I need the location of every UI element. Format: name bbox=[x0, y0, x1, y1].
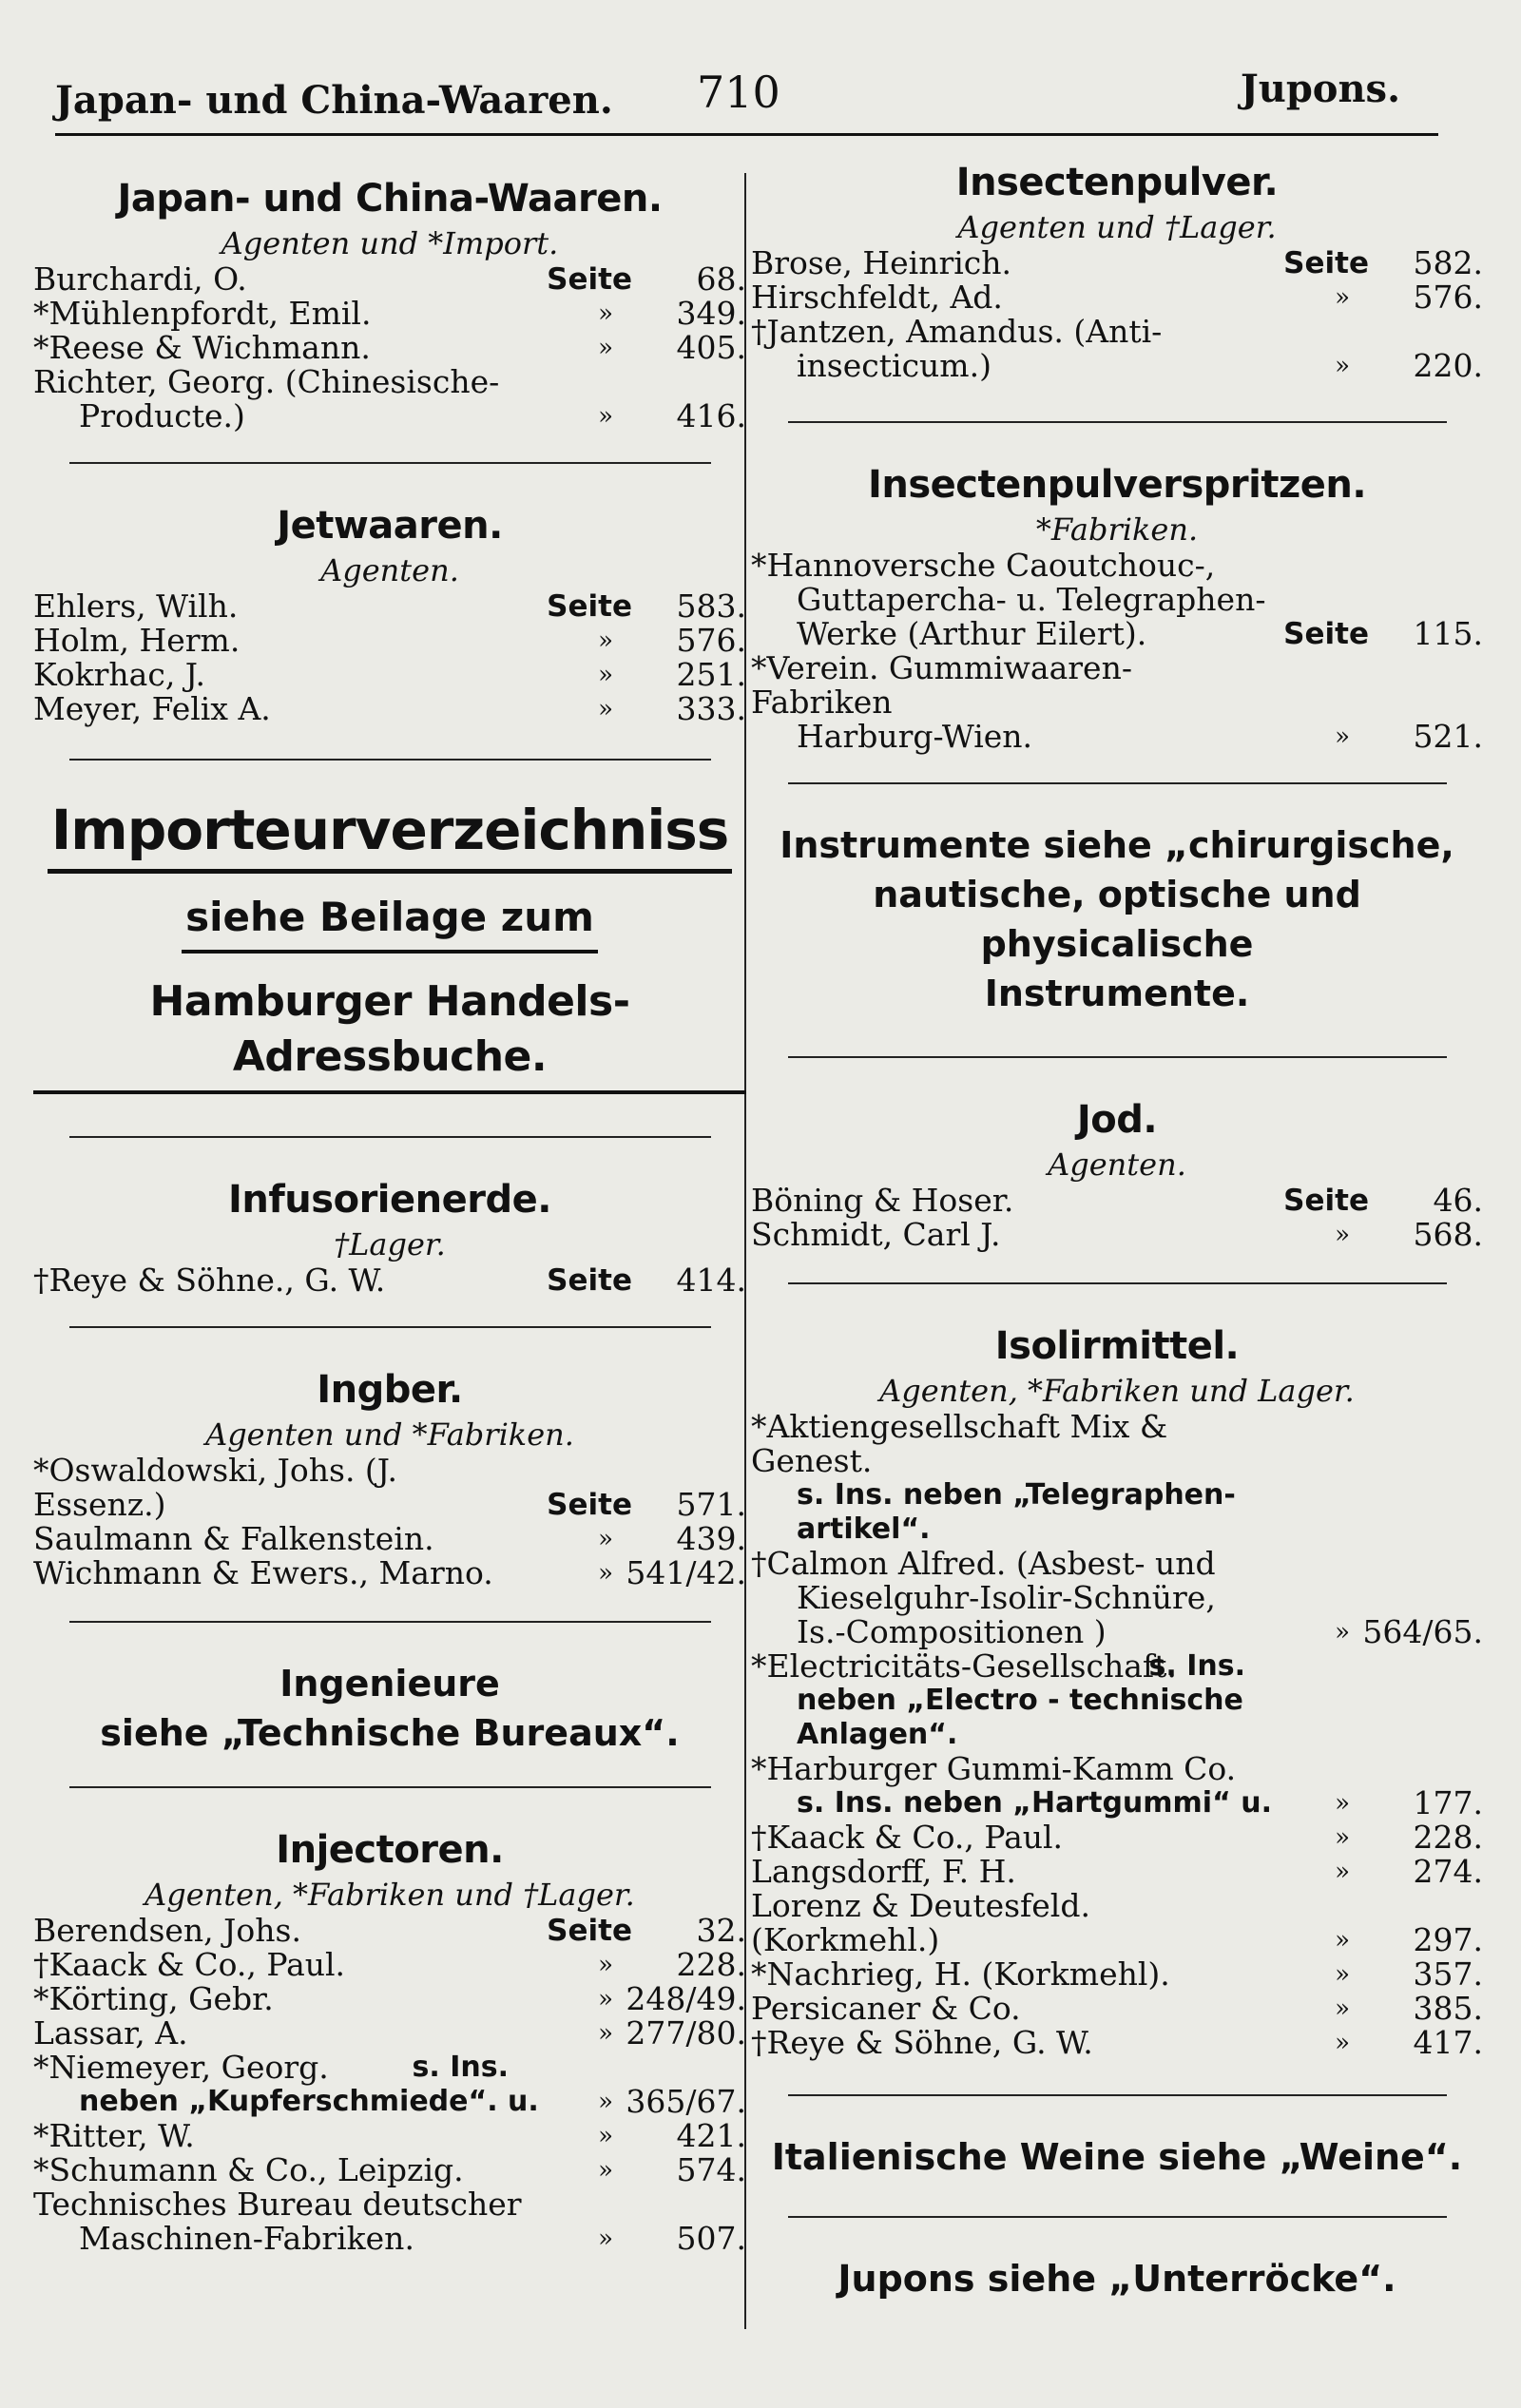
ditto-mark: » bbox=[1335, 2029, 1350, 2057]
entry-name: Wichmann & Ewers., Marno. bbox=[33, 1554, 493, 1591]
directory-entry bbox=[33, 297, 746, 331]
divider bbox=[788, 1056, 1447, 1058]
directory-entry bbox=[751, 1410, 1483, 1547]
divider bbox=[788, 1282, 1447, 1284]
seite-label: Seite bbox=[547, 589, 632, 624]
advert-line-3: Hamburger Handels-Adressbuche. bbox=[33, 974, 746, 1094]
section-title: Jetwaaren. bbox=[277, 504, 503, 548]
divider bbox=[788, 782, 1447, 784]
directory-entry bbox=[751, 246, 1483, 280]
ditto-mark: » bbox=[1335, 1221, 1350, 1249]
directory-entry bbox=[751, 315, 1483, 383]
entry-continuation: Kieselguhr-Isolir-Schnüre, bbox=[797, 1579, 1216, 1616]
page-reference: 582. bbox=[1413, 244, 1483, 281]
ditto-mark: » bbox=[598, 334, 613, 362]
entry-continuation: Guttapercha- u. Telegraphen- bbox=[797, 581, 1266, 618]
ditto-mark: » bbox=[1335, 1960, 1350, 1989]
entry-name: *Niemeyer, Georg. bbox=[33, 2049, 329, 2086]
entry-insert-ref: s. Ins. bbox=[1148, 1649, 1245, 1683]
entry-name: †Jantzen, Amandus. (Anti- bbox=[751, 313, 1163, 350]
directory-entry bbox=[33, 2187, 746, 2256]
page-reference: 228. bbox=[676, 1946, 746, 1983]
entry-name: *Körting, Gebr. bbox=[33, 1980, 274, 2017]
left-column bbox=[33, 152, 746, 2256]
section-title: Ingber. bbox=[317, 1368, 463, 1412]
seite-label: Seite bbox=[1283, 246, 1369, 280]
entry-name: *Reese & Wichmann. bbox=[33, 329, 371, 366]
directory-entry bbox=[751, 1184, 1483, 1218]
entry-name: Meyer, Felix A. bbox=[33, 690, 271, 727]
entry-insert-note: s. Ins. neben „Hartgummi“ u. bbox=[797, 1786, 1272, 1820]
entry-name: Böning & Hoser. bbox=[751, 1182, 1014, 1219]
entry-name: Berendsen, Johs. bbox=[33, 1912, 301, 1949]
entry-insert-note: neben „Kupferschmiede“. u. bbox=[79, 2085, 539, 2118]
ditto-mark: » bbox=[598, 299, 613, 328]
page-reference: 416. bbox=[676, 397, 746, 434]
page-reference: 541/42. bbox=[626, 1554, 746, 1591]
section-subtitle: *Fabriken. bbox=[1035, 511, 1199, 548]
page-reference: 417. bbox=[1413, 2024, 1483, 2061]
weine-notice: Italienische Weine siehe „Weine“. bbox=[771, 2136, 1463, 2178]
seite-label: Seite bbox=[1283, 1184, 1369, 1218]
divider bbox=[69, 1326, 711, 1328]
directory-entry bbox=[33, 1982, 746, 2016]
section-subtitle: Agenten und *Fabriken. bbox=[205, 1416, 574, 1453]
divider bbox=[69, 1621, 711, 1623]
instrumente-notice bbox=[751, 820, 1483, 1018]
entry-continuation: Producte.) bbox=[79, 397, 245, 434]
page-reference: 349. bbox=[676, 295, 746, 332]
directory-entry bbox=[751, 280, 1483, 315]
notice-line-2: siehe „Technische Bureaux“. bbox=[100, 1712, 680, 1754]
running-header bbox=[55, 67, 1438, 136]
page-number: 710 bbox=[697, 67, 780, 118]
ditto-mark: » bbox=[598, 661, 613, 689]
section-subtitle: Agenten und *Import. bbox=[221, 225, 559, 261]
ditto-mark: » bbox=[1335, 1994, 1350, 2023]
header-right-title: Jupons. bbox=[1240, 67, 1400, 111]
section-subtitle: †Lager. bbox=[334, 1226, 446, 1262]
entry-name: Ehlers, Wilh. bbox=[33, 588, 239, 625]
directory-entry bbox=[33, 2051, 746, 2119]
entry-name: Persicaner & Co. bbox=[751, 1990, 1021, 2027]
page-reference: 32. bbox=[696, 1912, 746, 1949]
page-reference: 385. bbox=[1413, 1990, 1483, 2027]
directory-entry bbox=[751, 1889, 1483, 1957]
page-reference: 365/67. bbox=[626, 2083, 746, 2120]
page-reference: 251. bbox=[676, 656, 746, 693]
page-reference: 297. bbox=[1413, 1921, 1483, 1958]
entry-name: *Aktiengesellschaft Mix & Genest. bbox=[751, 1408, 1168, 1479]
section-isolirmittel bbox=[751, 1320, 1483, 2060]
entry-name: *Nachrieg, H. (Korkmehl). bbox=[751, 1955, 1170, 1993]
page-reference: 574. bbox=[676, 2151, 746, 2188]
page-reference: 507. bbox=[676, 2220, 746, 2257]
section-title: Japan- und China-Waaren. bbox=[117, 177, 663, 221]
directory-entry bbox=[751, 1855, 1483, 1889]
page-reference: 274. bbox=[1413, 1853, 1483, 1890]
entry-insert-ref: s. Ins. bbox=[412, 2051, 509, 2084]
entry-name: Technisches Bureau deutscher bbox=[33, 2186, 522, 2223]
directory-entry bbox=[751, 1957, 1483, 1992]
page-reference: 46. bbox=[1433, 1182, 1483, 1219]
page-reference: 115. bbox=[1413, 615, 1483, 652]
section-subtitle: Agenten. bbox=[320, 552, 459, 588]
section-injectoren bbox=[33, 1824, 746, 2256]
section-infusorienerde bbox=[33, 1174, 746, 1298]
header-left-title: Japan- und China-Waaren. bbox=[55, 78, 613, 123]
directory-entry bbox=[751, 1218, 1483, 1252]
entry-name: *Mühlenpfordt, Emil. bbox=[33, 295, 372, 332]
entry-name: †Reye & Söhne., G. W. bbox=[33, 1262, 386, 1299]
ditto-mark: » bbox=[1335, 1823, 1350, 1852]
divider bbox=[69, 759, 711, 761]
section-title: Injectoren. bbox=[276, 1828, 504, 1872]
directory-entry bbox=[33, 1948, 746, 1982]
importeur-advert bbox=[33, 797, 746, 1094]
entry-name: Brose, Heinrich. bbox=[751, 244, 1012, 281]
entry-continuation: Werke (Arthur Eilert). bbox=[797, 615, 1147, 652]
directory-entry bbox=[751, 651, 1483, 754]
directory-entry bbox=[33, 589, 746, 624]
directory-entry bbox=[33, 1556, 746, 1590]
directory-entry bbox=[751, 1992, 1483, 2026]
page-reference: 576. bbox=[676, 622, 746, 659]
directory-entry bbox=[33, 331, 746, 365]
seite-label: Seite bbox=[1283, 617, 1369, 651]
divider bbox=[788, 2094, 1447, 2096]
ditto-mark: » bbox=[1335, 1789, 1350, 1818]
entry-name: Langsdorff, F. H. bbox=[751, 1853, 1016, 1890]
page-reference: 228. bbox=[1413, 1819, 1483, 1856]
page-reference: 421. bbox=[676, 2117, 746, 2154]
right-column bbox=[751, 152, 1483, 2303]
section-japan-china bbox=[33, 173, 746, 433]
entry-name: Kokrhac, J. bbox=[33, 656, 205, 693]
directory-entry bbox=[751, 2026, 1483, 2060]
section-jod bbox=[751, 1094, 1483, 1252]
page-reference: 564/65. bbox=[1362, 1613, 1483, 1650]
page-reference: 248/49. bbox=[626, 1980, 746, 2017]
page-reference: 576. bbox=[1413, 279, 1483, 316]
entry-name: *Ritter, W. bbox=[33, 2117, 195, 2154]
entry-name: *Oswaldowski, Johs. (J. Essenz.) bbox=[33, 1452, 397, 1523]
ditto-mark: » bbox=[598, 2088, 613, 2116]
divider bbox=[69, 462, 711, 464]
ditto-mark: » bbox=[1335, 1618, 1350, 1647]
advert-line-1: Importeurverzeichniss bbox=[48, 797, 733, 874]
section-title: Infusorienerde. bbox=[228, 1178, 551, 1222]
ditto-mark: » bbox=[1335, 1926, 1350, 1955]
page-reference: 333. bbox=[676, 690, 746, 727]
entry-name: *Verein. Gummiwaaren-Fabriken bbox=[751, 649, 1132, 721]
entry-name: †Calmon Alfred. (Asbest- und bbox=[751, 1545, 1216, 1582]
ditto-mark: » bbox=[598, 2122, 613, 2150]
entry-insert-note: Anlagen“. bbox=[797, 1718, 958, 1751]
ditto-mark: » bbox=[598, 1951, 613, 1979]
page-reference: 583. bbox=[676, 588, 746, 625]
seite-label: Seite bbox=[547, 1263, 632, 1298]
divider bbox=[69, 1136, 711, 1138]
directory-entry bbox=[33, 658, 746, 692]
notice-line-2: nautische, optische und physicalische bbox=[873, 874, 1361, 965]
page-reference: 220. bbox=[1413, 347, 1483, 384]
directory-entry bbox=[33, 2153, 746, 2187]
divider bbox=[69, 1786, 711, 1788]
page-reference: 357. bbox=[1413, 1955, 1483, 1993]
directory-entry bbox=[33, 262, 746, 297]
page-reference: 521. bbox=[1413, 718, 1483, 755]
entry-name: Holm, Herm. bbox=[33, 622, 241, 659]
page-reference: 405. bbox=[676, 329, 746, 366]
directory-entry bbox=[33, 1914, 746, 1948]
directory-entry bbox=[751, 1547, 1483, 1649]
page-reference: 414. bbox=[676, 1262, 746, 1299]
entry-continuation: Is.-Compositionen ) bbox=[797, 1613, 1107, 1650]
entry-name: Burchardi, O. bbox=[33, 260, 247, 298]
entry-insert-note: s. Ins. neben „Telegraphen- bbox=[797, 1478, 1236, 1512]
directory-entry bbox=[33, 624, 746, 658]
divider bbox=[788, 2216, 1447, 2218]
page-reference: 68. bbox=[696, 260, 746, 298]
section-title: Insectenpulverspritzen. bbox=[867, 463, 1367, 507]
ingenieure-notice bbox=[33, 1659, 746, 1758]
entry-name: †Reye & Söhne, G. W. bbox=[751, 2024, 1093, 2061]
section-title: Isolirmittel. bbox=[994, 1324, 1240, 1368]
entry-continuation: Maschinen-Fabriken. bbox=[79, 2220, 414, 2257]
page-reference: 439. bbox=[676, 1520, 746, 1557]
ditto-mark: » bbox=[598, 1525, 613, 1553]
entry-name: Schmidt, Carl J. bbox=[751, 1216, 1001, 1253]
ditto-mark: » bbox=[1335, 722, 1350, 751]
seite-label: Seite bbox=[547, 1914, 632, 1948]
directory-entry bbox=[33, 2016, 746, 2051]
directory-entry bbox=[33, 1263, 746, 1298]
section-title: Jod. bbox=[1076, 1098, 1158, 1142]
notice-line-3: Instrumente. bbox=[984, 973, 1250, 1014]
entry-name: *Electricitäts-Gesellschaft. bbox=[751, 1647, 1177, 1685]
divider bbox=[788, 421, 1447, 423]
ditto-mark: » bbox=[598, 402, 613, 431]
advert-line-2: siehe Beilage zum bbox=[182, 891, 598, 954]
entry-name: Lorenz & Deutesfeld. (Korkmehl.) bbox=[751, 1887, 1090, 1958]
ditto-mark: » bbox=[598, 2019, 613, 2048]
entry-name: Richter, Georg. (Chinesische- bbox=[33, 363, 500, 400]
section-subtitle: Agenten. bbox=[1048, 1146, 1186, 1183]
entry-name: Saulmann & Falkenstein. bbox=[33, 1520, 434, 1557]
ditto-mark: » bbox=[598, 1559, 613, 1588]
seite-label: Seite bbox=[547, 1488, 632, 1522]
directory-entry bbox=[33, 1522, 746, 1556]
section-insectenpulverspritzen bbox=[751, 459, 1483, 754]
page-reference: 277/80. bbox=[626, 2014, 746, 2052]
ditto-mark: » bbox=[1335, 1858, 1350, 1886]
page-reference: 571. bbox=[676, 1486, 746, 1523]
section-insectenpulver bbox=[751, 157, 1483, 383]
ditto-mark: » bbox=[598, 2156, 613, 2185]
section-subtitle: Agenten und †Lager. bbox=[957, 209, 1277, 245]
directory-entry bbox=[751, 549, 1483, 651]
entry-name: Lassar, A. bbox=[33, 2014, 188, 2052]
directory-entry bbox=[33, 2119, 746, 2153]
entry-name: †Kaack & Co., Paul. bbox=[751, 1819, 1064, 1856]
entry-insert-note: artikel“. bbox=[797, 1512, 931, 1546]
seite-label: Seite bbox=[547, 262, 632, 297]
directory-entry bbox=[33, 365, 746, 433]
entry-continuation: Harburg-Wien. bbox=[797, 718, 1033, 755]
entry-name: Hirschfeldt, Ad. bbox=[751, 279, 1003, 316]
section-jetwaaren bbox=[33, 500, 746, 726]
ditto-mark: » bbox=[598, 2225, 613, 2253]
entry-name: *Hannoversche Caoutchouc-, bbox=[751, 547, 1216, 584]
section-ingber bbox=[33, 1364, 746, 1590]
directory-entry bbox=[33, 1454, 746, 1522]
ditto-mark: » bbox=[598, 1985, 613, 2013]
jupons-notice: Jupons siehe „Unterröcke“. bbox=[838, 2258, 1396, 2300]
notice-line-1: Ingenieure bbox=[279, 1663, 500, 1705]
notice-line-1: Instrumente siehe „chirurgische, bbox=[780, 824, 1454, 866]
section-subtitle: Agenten, *Fabriken und †Lager. bbox=[144, 1877, 635, 1913]
section-title: Insectenpulver. bbox=[955, 161, 1279, 204]
entry-name: †Kaack & Co., Paul. bbox=[33, 1946, 346, 1983]
ditto-mark: » bbox=[598, 626, 613, 655]
page-reference: 568. bbox=[1413, 1216, 1483, 1253]
ditto-mark: » bbox=[598, 695, 613, 723]
directory-entry bbox=[751, 1820, 1483, 1855]
ditto-mark: » bbox=[1335, 352, 1350, 380]
entry-name: *Schumann & Co., Leipzig. bbox=[33, 2151, 464, 2188]
ditto-mark: » bbox=[1335, 283, 1350, 312]
directory-entry bbox=[33, 692, 746, 726]
entry-continuation: insecticum.) bbox=[797, 347, 992, 384]
page-reference: 177. bbox=[1413, 1784, 1483, 1821]
entry-insert-note: neben „Electro - technische bbox=[797, 1684, 1243, 1717]
section-subtitle: Agenten, *Fabriken und Lager. bbox=[879, 1373, 1355, 1409]
directory-entry bbox=[751, 1649, 1483, 1752]
directory-entry bbox=[751, 1752, 1483, 1820]
entry-name: *Harburger Gummi-Kamm Co. bbox=[751, 1750, 1237, 1787]
